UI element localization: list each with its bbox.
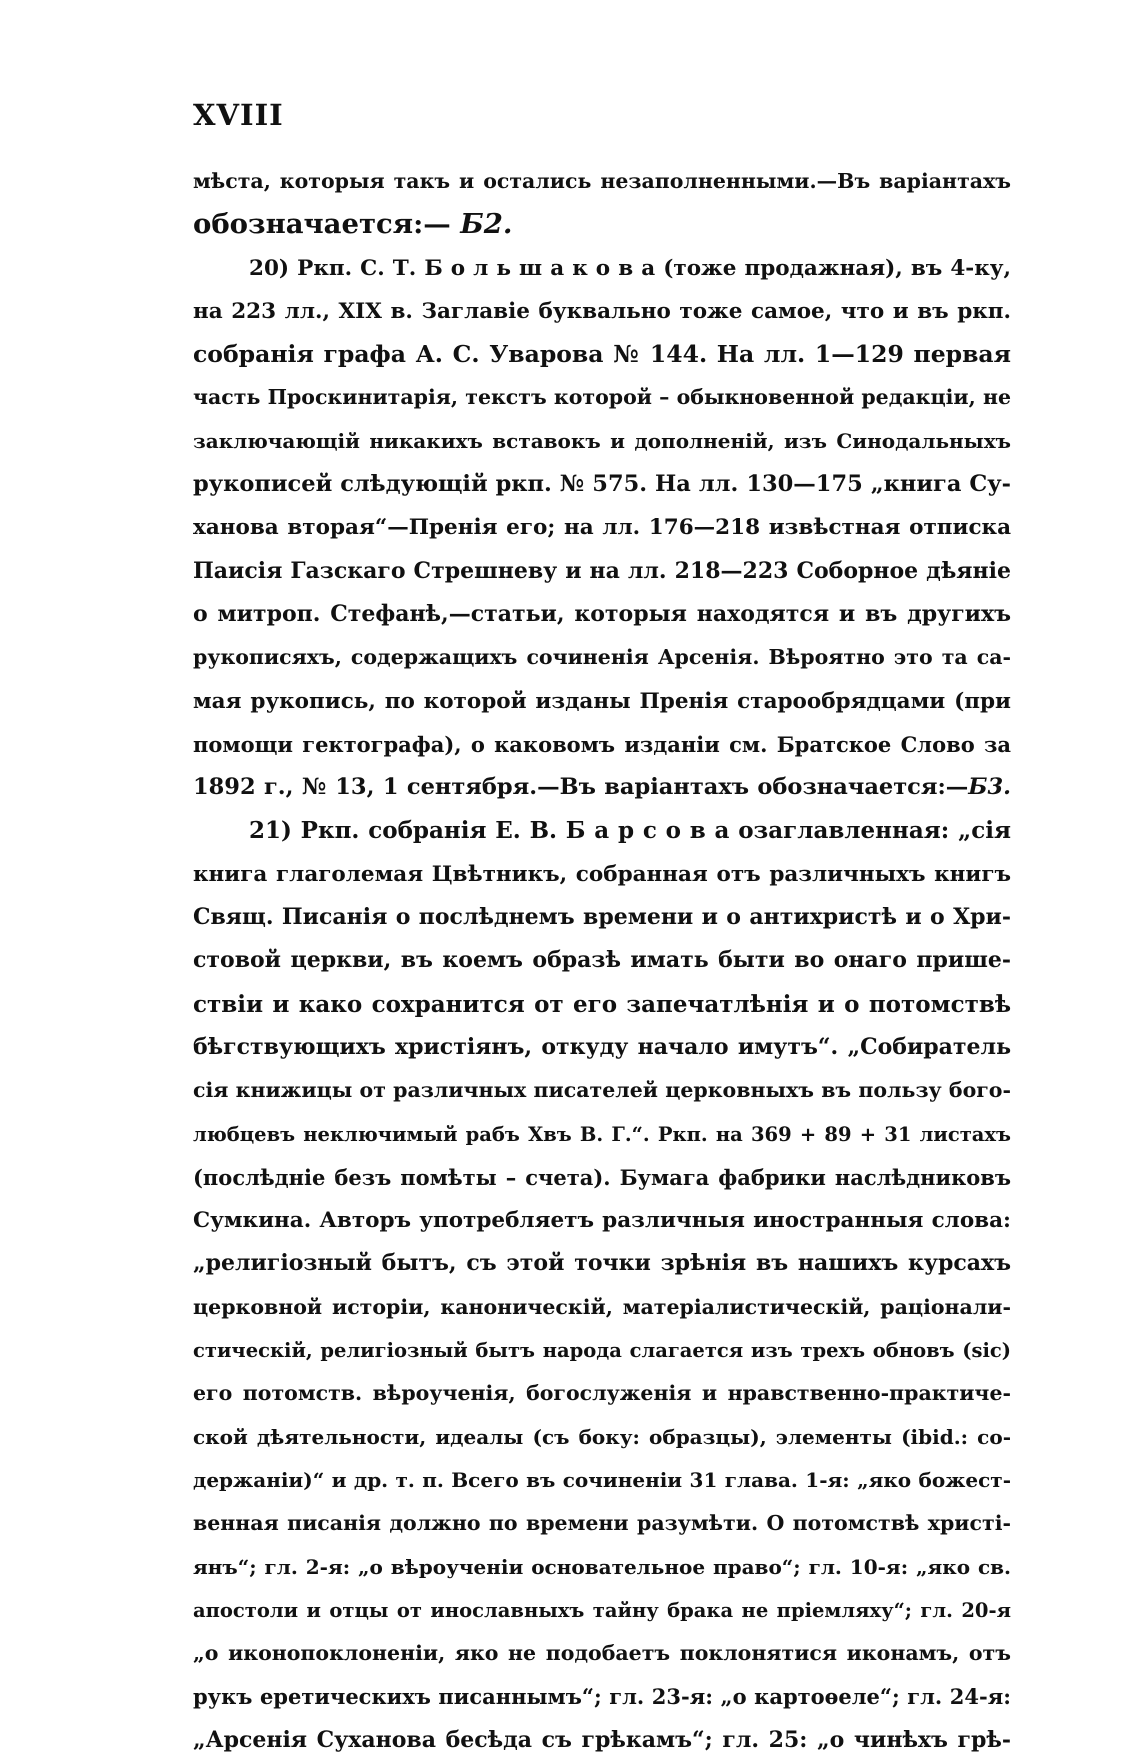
line-text: 1892 г., № 13, 1 сентября.—Въ варіантахъ обозначается:— xyxy=(193,774,969,801)
text-line: 21) Ркп. собранія Е. В. Б а р с о в а озаглавленная: „сія xyxy=(249,817,1011,845)
text-line: Свящ. Писанія о послѣднемъ времени и о антихристѣ и о Хри- xyxy=(193,904,1011,931)
text-line: рукъ еретическихъ писаннымъ“; гл. 23-я: „о картоѳеле“; гл. 24-я: xyxy=(193,1684,1011,1710)
text-line: (послѣдніе безъ помѣты – счета). Бумага фабрики наслѣдниковъ xyxy=(193,1164,1011,1190)
text-line xyxy=(193,203,1011,246)
text-line: стовой церкви, въ коемъ образѣ имать быти во онаго прише- xyxy=(193,947,1011,974)
text-column xyxy=(193,160,1011,1762)
manuscript-sigla: Б2. xyxy=(460,208,513,241)
text-line: мѣста, которыя такъ и остались незаполненными.—Въ варіантахъ xyxy=(193,169,1011,193)
text-line: часть Проскинитарія, текстъ которой – обыкновенной редакціи, не xyxy=(193,385,1011,410)
text-line: Сумкина. Авторъ употребляетъ различныя иностранныя слова: xyxy=(193,1208,1011,1234)
text-line: ствіи и како сохранится от его запечатлѣнія и о потомствѣ xyxy=(193,990,1011,1018)
text-line: рукописей слѣдующій ркп. № 575. На лл. 130—175 „книга Су- xyxy=(193,471,1011,498)
text-line: 20) Ркп. С. Т. Б о л ь ш а к о в а (тоже продажная), въ 4-ку, xyxy=(249,255,1011,281)
page-number: XVIII xyxy=(193,98,284,132)
text-line: стическій, религіозный бытъ народа слагается изъ трехъ обновъ (sic) xyxy=(193,1339,1011,1363)
text-line: заключающій никакихъ вставокъ и дополненій, изъ Синодальныхъ xyxy=(193,428,1011,453)
text-line: помощи гектографа), о каковомъ изданіи см. Братское Слово за xyxy=(193,731,1011,757)
text-line: собранія графа А. С. Уварова № 144. На лл. 1—129 первая xyxy=(193,340,1011,369)
text-line: янъ“; гл. 2-я: „о вѣроученіи основательное право“; гл. 10-я: „яко св. xyxy=(193,1554,1011,1579)
text-line xyxy=(193,766,1011,809)
text-line: рукописяхъ, содержащихъ сочиненія Арсенія. Вѣроятно это та са- xyxy=(193,645,1011,670)
manuscript-sigla: Б3. xyxy=(968,774,1011,801)
text-line: держаніи)“ и др. т. п. Всего въ сочиненіи 31 глава. 1-я: „яко божест- xyxy=(193,1467,1011,1492)
text-line: апостоли и отцы от инославныхъ тайну брака не пріемляху“; гл. 20-я xyxy=(193,1598,1011,1622)
line-text: обозначается:— xyxy=(193,208,461,241)
text-line: церковной исторіи, каноническій, матеріалистическій, раціонали- xyxy=(193,1294,1011,1319)
text-line: ханова вторая“—Пренія его; на лл. 176—218 извѣстная отписка xyxy=(193,515,1011,541)
text-line: Паисія Газскаго Стрешневу и на лл. 218—223 Соборное дѣяніе xyxy=(193,557,1011,584)
text-line: бѣгствующихъ христіянъ, откуду начало имутъ“. „Собиратель xyxy=(193,1033,1011,1060)
text-line: „о иконопоклоненіи, яко не подобаетъ поклонятися иконамъ, отъ xyxy=(193,1641,1011,1666)
text-line: его потомств. вѣроученія, богослуженія и нравственно-практиче- xyxy=(193,1381,1011,1406)
text-line: „религіозный бытъ, съ этой точки зрѣнія въ нашихъ курсахъ xyxy=(193,1250,1011,1277)
text-line: мая рукопись, по которой изданы Пренія старообрядцами (при xyxy=(193,688,1011,714)
text-line: сія книжицы от различных писателей церковныхъ въ пользу бого- xyxy=(193,1078,1011,1103)
text-line: любцевъ неключимый рабъ Хвъ В. Г.“. Ркп. на 369 + 89 + 31 листахъ xyxy=(193,1122,1011,1146)
text-line: ской дѣятельности, идеалы (съ боку: образцы), элементы (ibid.: со- xyxy=(193,1424,1011,1449)
text-line: „Арсенія Суханова бесѣда съ грѣкамъ“; гл. 25: „о чинѣхъ грѣ- xyxy=(193,1726,1011,1753)
text-line: книга глаголемая Цвѣтникъ, собранная отъ различныхъ книгъ xyxy=(193,861,1011,887)
text-line: венная писанія должно по времени разумѣти. О потомствѣ христі- xyxy=(193,1511,1011,1536)
text-line: о митроп. Стефанѣ,—статьи, которыя находятся и въ другихъ xyxy=(193,600,1011,627)
text-line: на 223 лл., XIX в. Заглавіе буквально тоже самое, что и въ ркп. xyxy=(193,298,1011,324)
